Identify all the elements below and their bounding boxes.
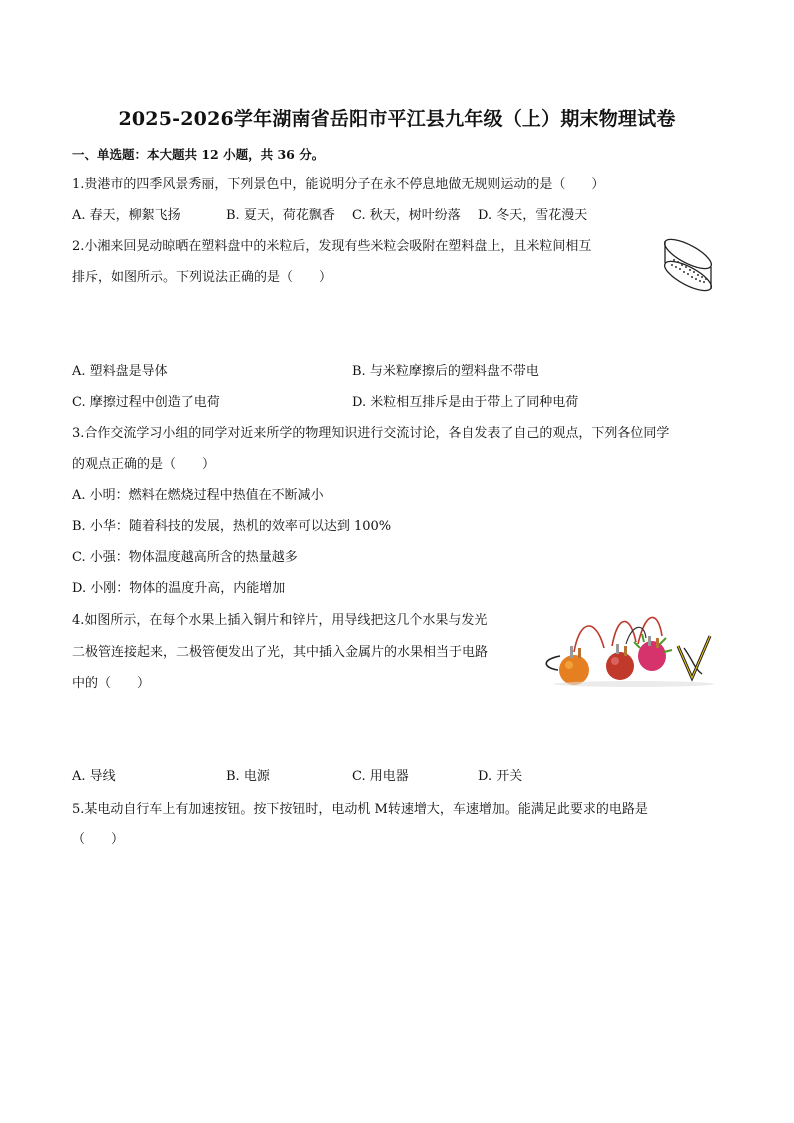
question-5-line-1: 5.某电动自行车上有加速按钮。按下按钮时，电动机 M转速增大，车速增加。能满足此要求的电路是 <box>72 802 648 817</box>
q2-option-d: D. 米粒相互排斥是由于带上了同种电荷 <box>352 395 579 410</box>
q2-option-b: B. 与米粒摩擦后的塑料盘不带电 <box>352 364 539 379</box>
q1-option-b: B. 夏天，荷花飘香 <box>226 208 335 223</box>
q4-option-d: D. 开关 <box>478 769 523 784</box>
question-3-line-2: 的观点正确的是（ ） <box>72 457 216 472</box>
q2-option-a: A. 塑料盘是导体 <box>72 364 168 379</box>
page-title: 2025-2026学年湖南省岳阳市平江县九年级（上）期末物理试卷 <box>118 108 676 130</box>
q1-option-d: D. 冬天，雪花漫天 <box>478 208 588 223</box>
q2-option-c: C. 摩擦过程中创造了电荷 <box>72 395 220 410</box>
question-4-line-2: 二极管连接起来，二极管便发出了光，其中插入金属片的水果相当于电路 <box>72 645 489 660</box>
q3-option-b: B. 小华：随着科技的发展，热机的效率可以达到 100% <box>72 519 392 534</box>
q4-option-b: B. 电源 <box>226 769 270 784</box>
q1-option-c: C. 秋天，树叶纷落 <box>352 208 461 223</box>
q1-option-a: A. 春天，柳絮飞扬 <box>72 208 181 223</box>
question-2-line-2: 排斥，如图所示。下列说法正确的是（ ） <box>72 270 333 285</box>
fruit-battery-figure <box>534 608 722 690</box>
q3-option-a: A. 小明：燃料在燃烧过程中热值在不断减小 <box>72 488 324 503</box>
q3-option-c: C. 小强：物体温度越高所含的热量越多 <box>72 550 298 565</box>
question-1-line-1: 1.贵港市的四季风景秀丽，下列景色中，能说明分子在永不停息地做无规则运动的是（ ） <box>72 177 605 192</box>
q4-option-a: A. 导线 <box>72 769 116 784</box>
q3-option-d: D. 小刚：物体的温度升高，内能增加 <box>72 581 286 596</box>
question-5-line-2: （ ） <box>72 832 125 847</box>
plastic-plate-figure <box>654 236 720 298</box>
question-4-line-1: 4.如图所示，在每个水果上插入铜片和锌片，用导线把这几个水果与发光 <box>72 613 488 628</box>
q4-option-c: C. 用电器 <box>352 769 409 784</box>
question-4-line-3: 中的（ ） <box>72 676 151 691</box>
question-3-line-1: 3.合作交流学习小组的同学对近来所学的物理知识进行交流讨论，各自发表了自己的观点，下列各位同学 <box>72 426 670 441</box>
section-heading: 一、单选题：本大题共 12 小题，共 36 分。 <box>72 147 325 162</box>
question-2-line-1: 2.小湘来回晃动晾晒在塑料盘中的米粒后，发现有些米粒会吸附在塑料盘上，且米粒间相互 <box>72 239 592 254</box>
